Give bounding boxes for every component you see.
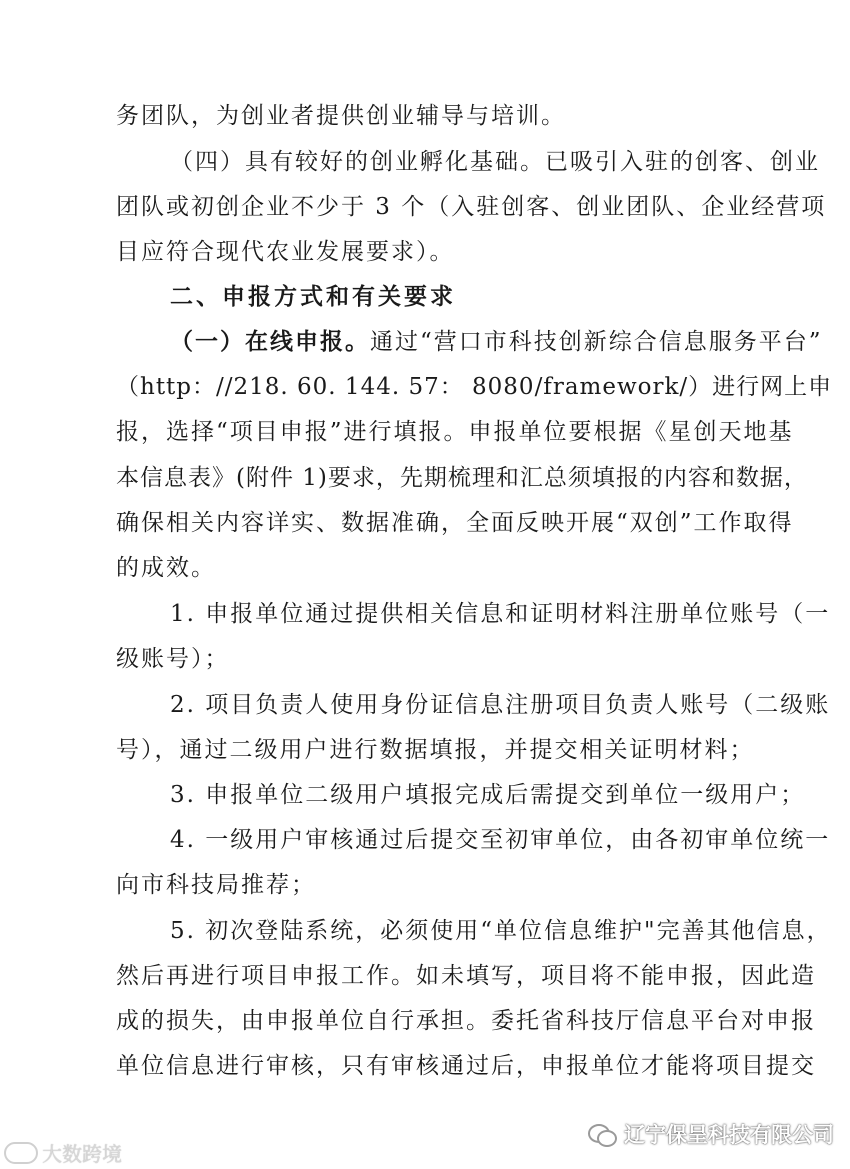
text-line: 然后再进行项目申报工作。如未填写，项目将不能申报，因此造 xyxy=(116,963,816,989)
watermark-right xyxy=(588,1119,834,1149)
section-heading: 二、申报方式和有关要求 xyxy=(170,284,456,310)
text-line: 的成效。 xyxy=(116,555,216,581)
list-item: 2. 项目负责人使用身份证信息注册项目负责人账号（二级账 xyxy=(170,692,831,718)
text-span: 通过“营口市科技创新综合信息服务平台” xyxy=(370,329,823,355)
text-line: 号），通过二级用户进行数据填报，并提交相关证明材料； xyxy=(116,737,755,763)
list-item: 5. 初次登陆系统，必须使用“单位信息维护"完善其他信息， xyxy=(170,918,832,944)
watermark-left-text: 大数跨境 xyxy=(42,1142,122,1166)
text-line xyxy=(170,327,823,357)
text-line: 务团队，为创业者提供创业辅导与培训。 xyxy=(116,103,566,129)
text-line: 目应符合现代农业发展要求）。 xyxy=(116,239,455,265)
list-item: 3. 申报单位二级用户填报完成后需提交到单位一级用户； xyxy=(170,782,806,808)
subsection-title: （一）在线申报。 xyxy=(170,329,370,355)
text-line: （四）具有较好的创业孵化基础。已吸引入驻的创客、创业 xyxy=(170,149,820,175)
wechat-icon xyxy=(588,1122,616,1146)
text-line: （http：//218. 60. 144. 57： 8080/framework/）进行网上申 xyxy=(116,374,833,400)
list-item: 4. 一级用户审核通过后提交至初审单位，由各初审单位统一 xyxy=(170,827,831,853)
text-line: 单位信息进行审核，只有审核通过后，申报单位才能将项目提交 xyxy=(116,1053,816,1079)
text-line: 确保相关内容详实、数据准确，全面反映开展“双创”工作取得 xyxy=(116,510,794,536)
watermark-right-text: 辽宁保呈科技有限公司 xyxy=(624,1123,834,1147)
text-line: 成的损失，由申报单位自行承担。委托省科技厅信息平台对申报 xyxy=(116,1008,816,1034)
text-line: 报，选择“项目申报”进行填报。申报单位要根据《星创天地基 xyxy=(116,419,794,445)
text-line: 本信息表》(附件 1)要求，先期梳理和汇总须填报的内容和数据， xyxy=(116,465,808,491)
text-line: 向市科技局推荐； xyxy=(116,872,316,898)
text-line: 团队或初创企业不少于 3 个（入驻创客、创业团队、企业经营项 xyxy=(116,194,827,220)
watermark-logo-icon xyxy=(4,1142,38,1164)
watermark-left xyxy=(4,1138,122,1167)
list-item: 1. 申报单位通过提供相关信息和证明材料注册单位账号（一 xyxy=(170,601,831,627)
text-line: 级账号）； xyxy=(116,646,230,672)
